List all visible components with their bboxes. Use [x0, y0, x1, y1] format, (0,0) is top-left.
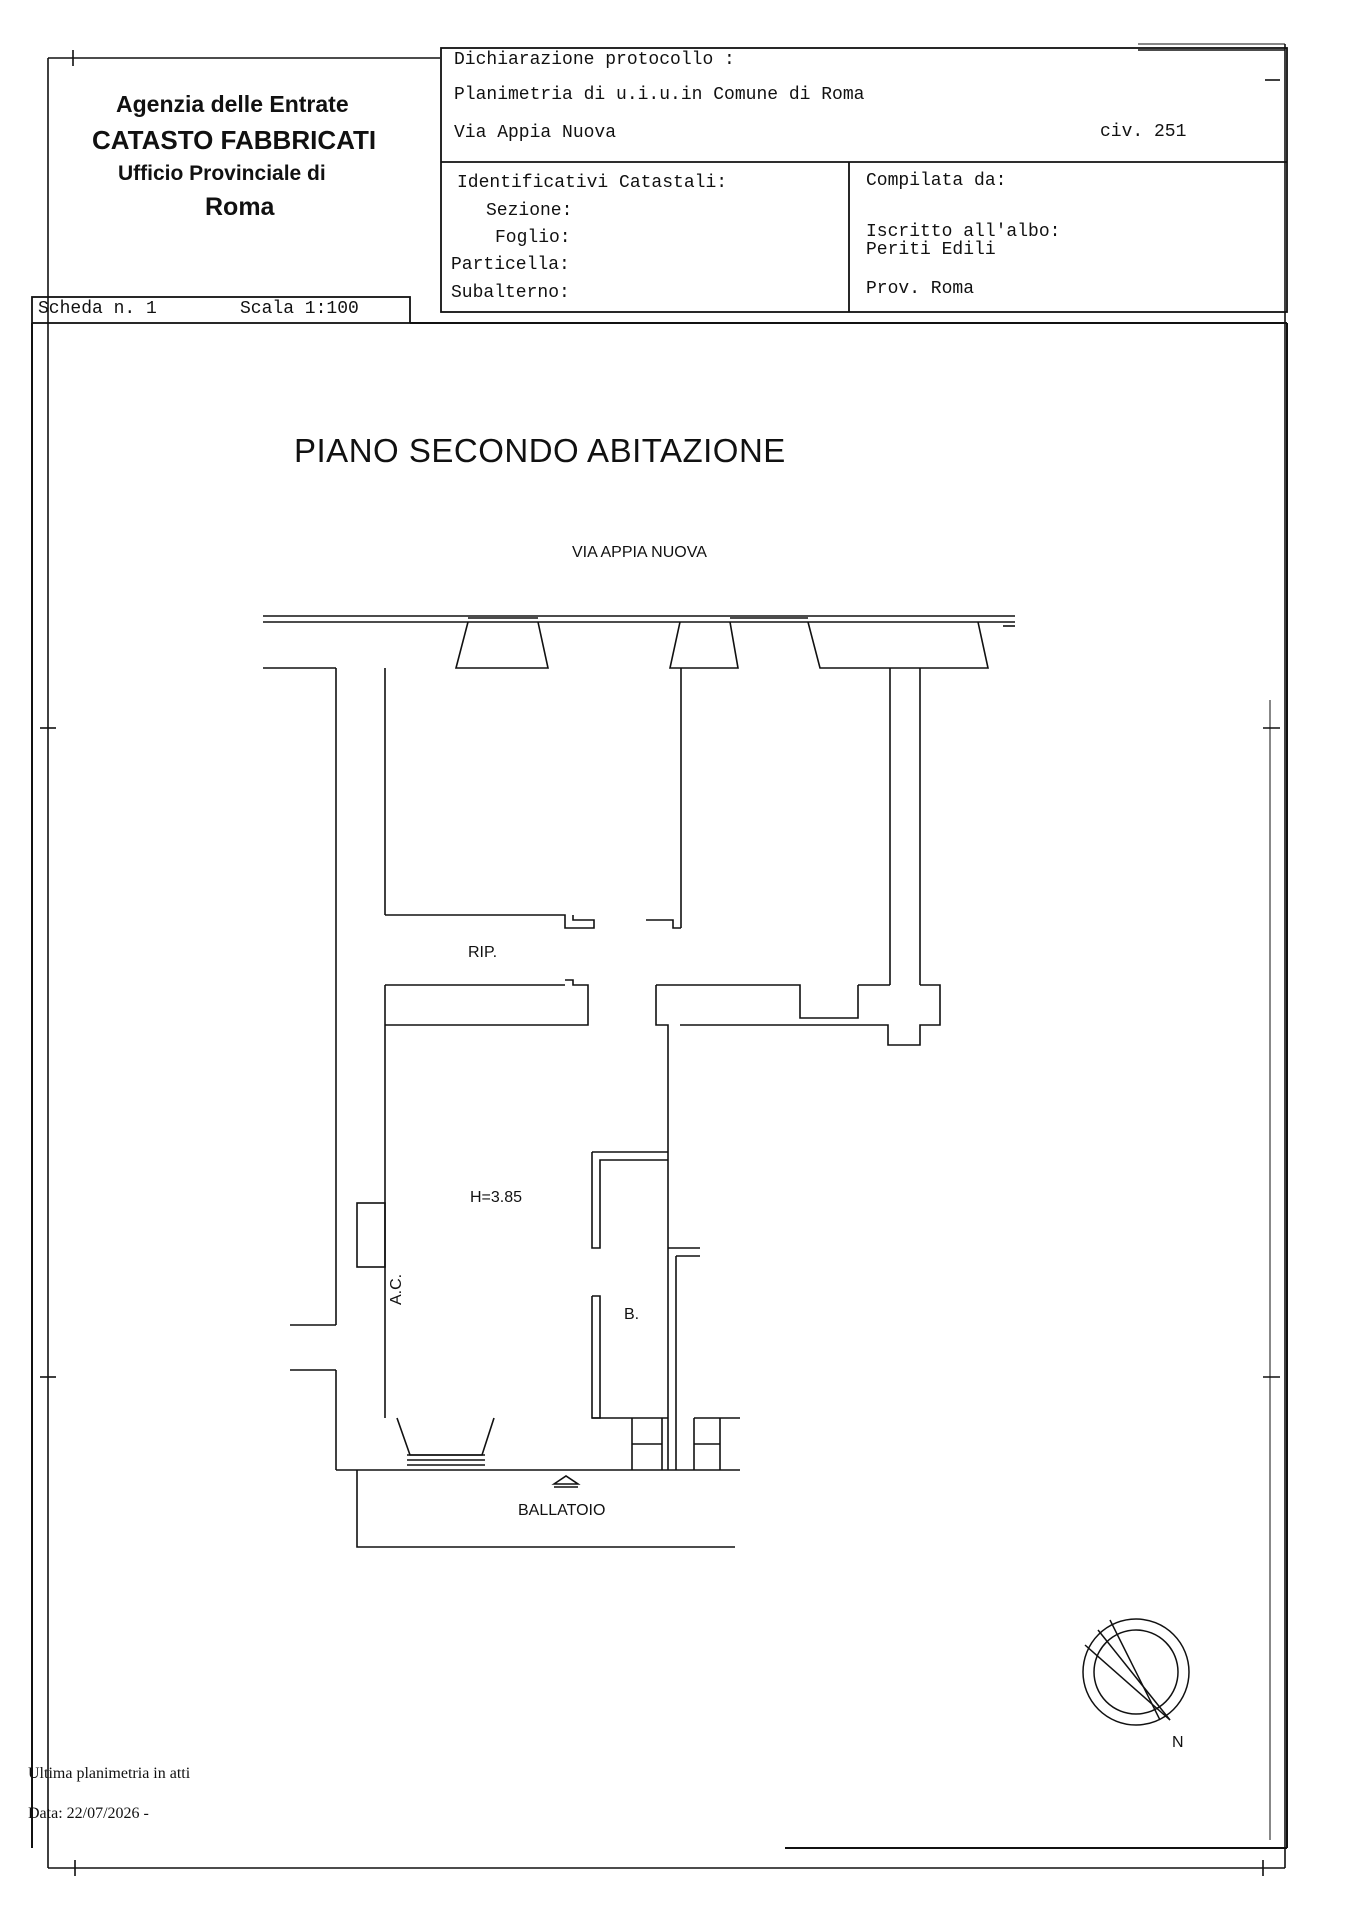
agency-name: Agenzia delle Entrate — [116, 91, 349, 117]
street-label: VIA APPIA NUOVA — [572, 544, 707, 561]
catasto-title: CATASTO FABBRICATI — [92, 125, 377, 155]
scheda-number: Scheda n. 1 — [38, 299, 157, 319]
ufficio-label: Ufficio Provinciale di — [118, 162, 326, 185]
street-line: Via Appia Nuova — [454, 123, 617, 143]
ballatoio-label: BALLATOIO — [518, 1502, 606, 1519]
protocol-label: Dichiarazione protocollo : — [454, 50, 735, 70]
room-label-b: B. — [624, 1306, 640, 1323]
foglio-label: Foglio: — [495, 228, 571, 248]
scale-label: Scala 1:100 — [240, 299, 359, 319]
floor-plan — [263, 616, 1015, 1547]
province-label: Prov. Roma — [866, 279, 975, 299]
compass-symbol — [1083, 1619, 1189, 1725]
document-date: Data: 22/07/2026 - — [28, 1805, 149, 1822]
civic-number: civ. 251 — [1100, 122, 1187, 142]
identificativi-label: Identificativi Catastali: — [457, 173, 728, 193]
office-city: Roma — [205, 193, 275, 221]
sezione-label: Sezione: — [486, 201, 573, 221]
north-label: N — [1172, 1734, 1184, 1751]
room-label-ac: A.C. — [388, 1273, 405, 1305]
last-plan-note: Ultima planimetria in atti — [28, 1765, 191, 1782]
plan-title: PIANO SECONDO ABITAZIONE — [294, 432, 786, 469]
room-label-rip: RIP. — [468, 944, 498, 961]
subalterno-label: Subalterno: — [451, 283, 570, 303]
particella-label: Particella: — [451, 255, 570, 275]
periti-label: Periti Edili — [866, 240, 996, 260]
planimetria-line: Planimetria di u.i.u.in Comune di Roma — [454, 85, 865, 105]
iscritto-label: Iscritto all'albo: — [866, 222, 1061, 242]
compilata-label: Compilata da: — [866, 171, 1007, 191]
outer-frame — [40, 44, 1285, 1876]
room-height-label: H=3.85 — [470, 1189, 523, 1206]
